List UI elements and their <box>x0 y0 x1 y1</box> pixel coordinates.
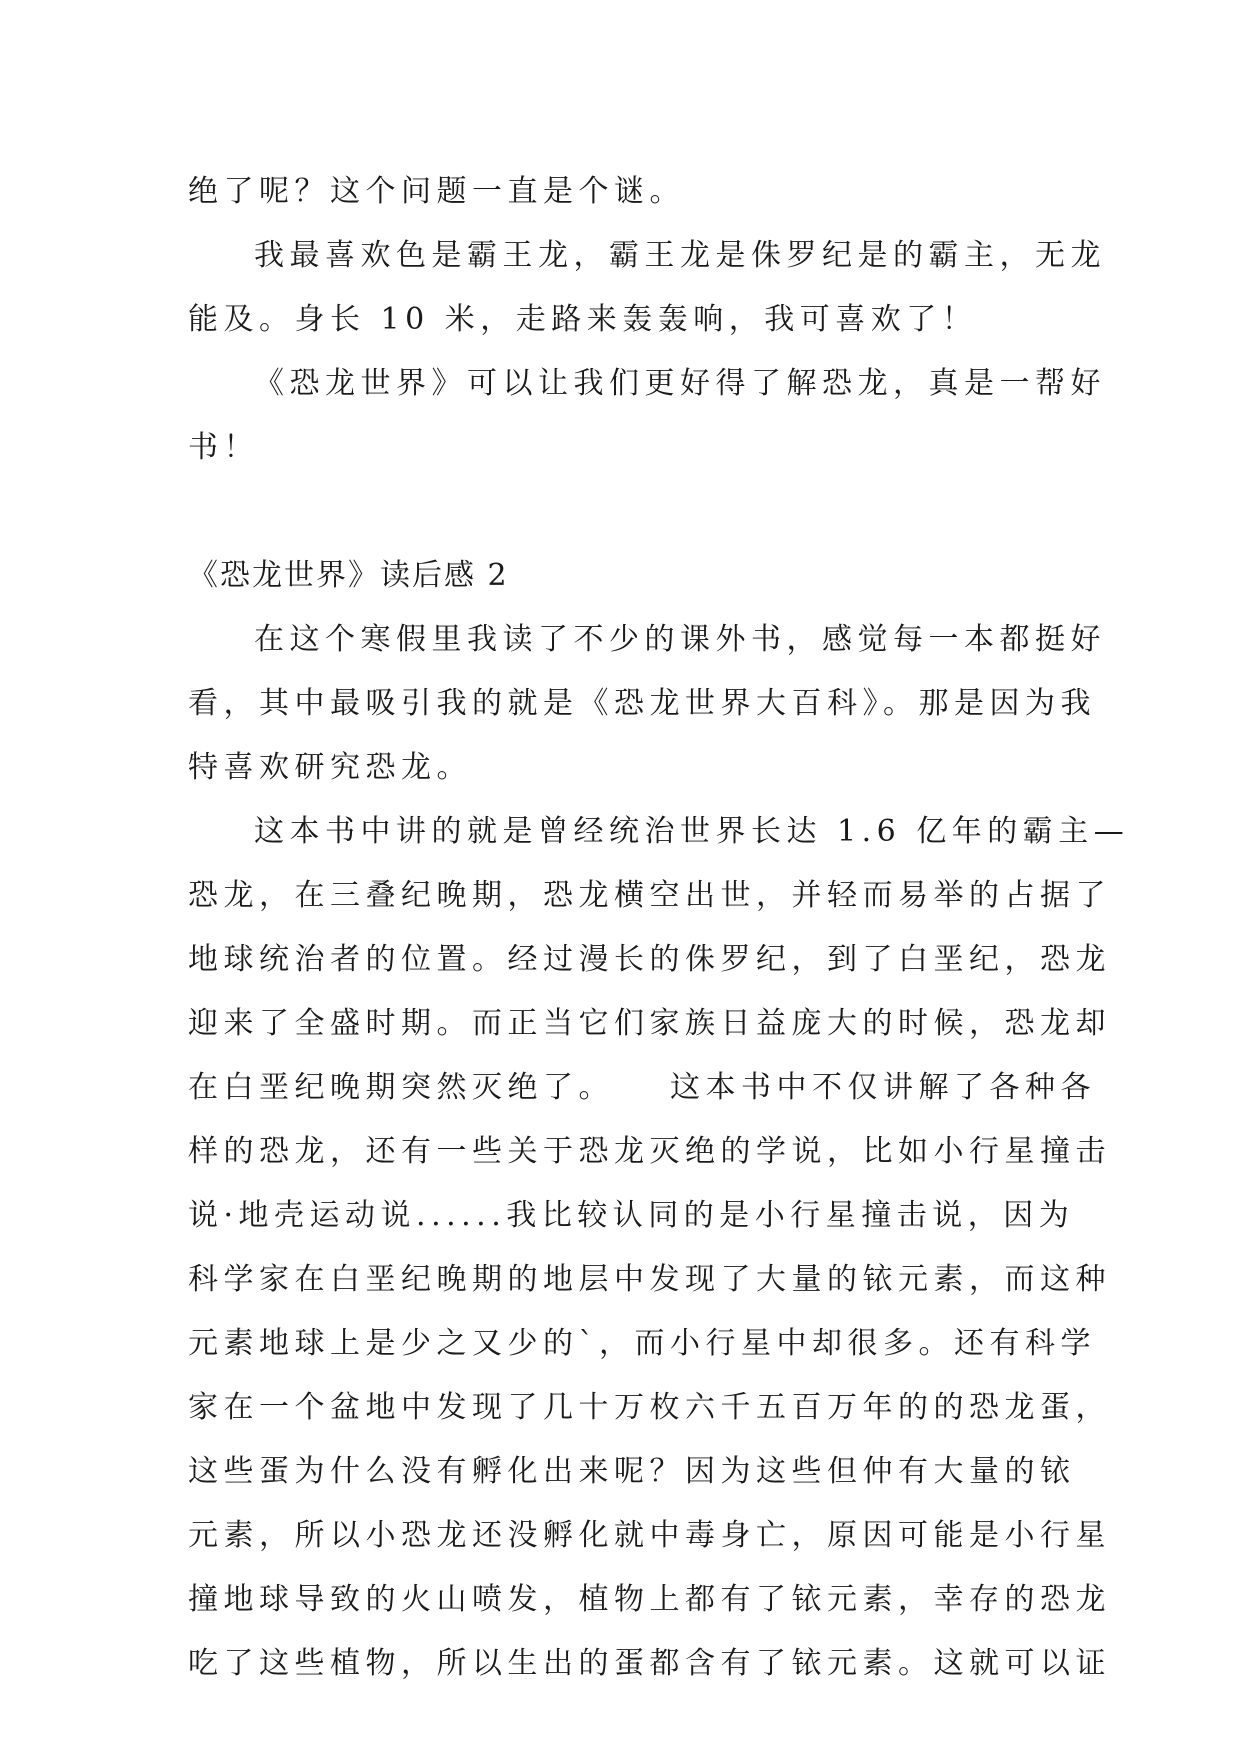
paragraph-line: 说·地壳运动说......我比较认同的是小行星撞击说，因为 <box>188 1198 1075 1233</box>
paragraph-line: 家在一个盆地中发现了几十万枚六千五百万年的的恐龙蛋， <box>188 1390 1111 1425</box>
paragraph-line: 看，其中最吸引我的就是《恐龙世界大百科》。那是因为我 <box>188 686 1096 721</box>
paragraph-line: 书！ <box>188 430 259 465</box>
paragraph-line: 吃了这些植物，所以生出的蛋都含有了铱元素。这就可以证 <box>188 1646 1111 1681</box>
paragraph-line: 撞地球导致的火山喷发，植物上都有了铱元素，幸存的恐龙 <box>188 1582 1111 1617</box>
paragraph-line: 能及。身长 10 米，走路来轰轰响，我可喜欢了！ <box>188 302 978 337</box>
section-title: 《恐龙世界》读后感 2 <box>188 558 509 593</box>
paragraph-line: 在这个寒假里我读了不少的课外书，感觉每一本都挺好 <box>254 622 1106 657</box>
paragraph-line: 元素，所以小恐龙还没孵化就中毒身亡，原因可能是小行星 <box>188 1518 1111 1553</box>
paragraph-line: 地球统治者的位置。经过漫长的侏罗纪，到了白垩纪，恐龙 <box>188 942 1111 977</box>
paragraph-line: 恐龙，在三叠纪晚期，恐龙横空出世，并轻而易举的占据了 <box>188 878 1111 913</box>
paragraph-line: 特喜欢研究恐龙。 <box>188 750 472 785</box>
paragraph-line: 科学家在白垩纪晚期的地层中发现了大量的铱元素，而这种 <box>188 1262 1111 1297</box>
paragraph-line: 在白垩纪晚期突然灭绝了。 这本书中不仅讲解了各种各 <box>188 1070 1096 1105</box>
paragraph-line: 绝了呢？这个问题一直是个谜。 <box>188 174 685 209</box>
paragraph-line: 《恐龙世界》可以让我们更好得了解恐龙，真是一帮好 <box>254 366 1106 401</box>
paragraph-line: 我最喜欢色是霸王龙，霸王龙是侏罗纪是的霸主，无龙 <box>254 238 1106 273</box>
paragraph-line: 迎来了全盛时期。而正当它们家族日益庞大的时候，恐龙却 <box>188 1006 1111 1041</box>
paragraph-line: 这本书中讲的就是曾经统治世界长达 1.6 亿年的霸主— <box>254 814 1130 849</box>
paragraph-line: 这些蛋为什么没有孵化出来呢？因为这些但仲有大量的铱 <box>188 1454 1076 1489</box>
paragraph-line: 样的恐龙，还有一些关于恐龙灭绝的学说，比如小行星撞击 <box>188 1134 1111 1169</box>
document-body <box>188 160 1130 1696</box>
section-spacer <box>188 480 1058 544</box>
paragraph-line: 元素地球上是少之又少的`，而小行星中却很多。还有科学 <box>188 1326 1096 1361</box>
